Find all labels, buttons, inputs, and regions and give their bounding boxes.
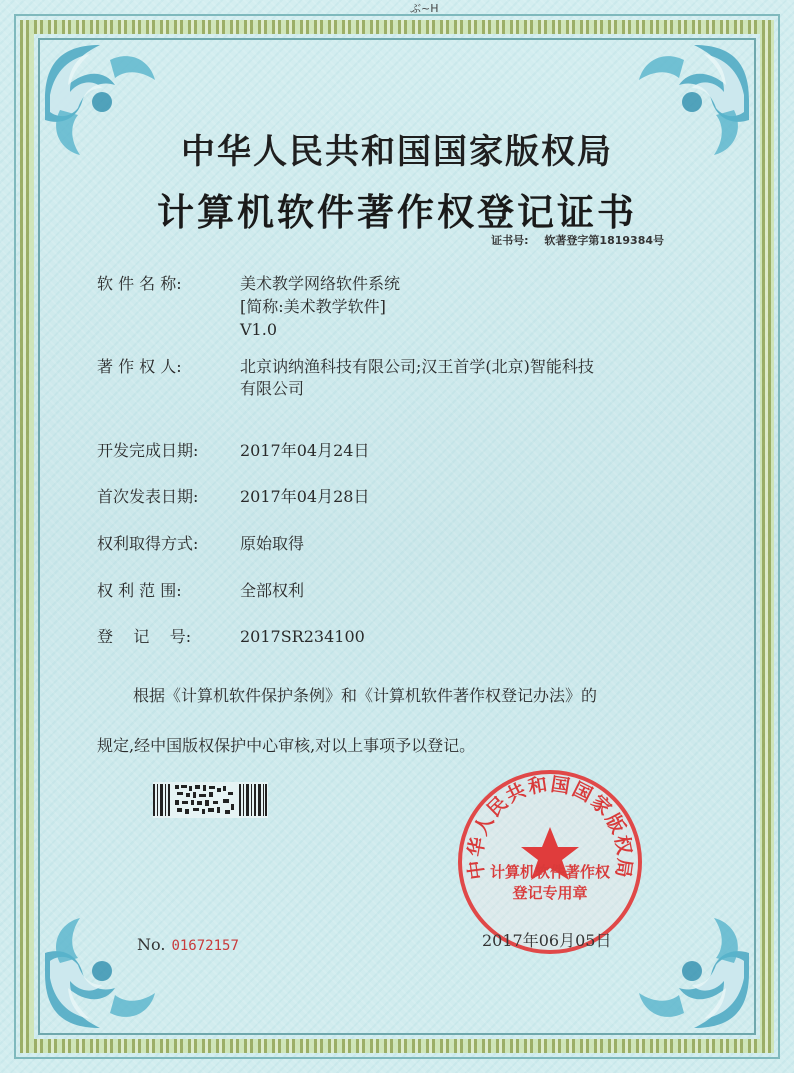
legal-paragraph-line-1: 根据《计算机软件保护条例》和《计算机软件著作权登记办法》的: [133, 686, 598, 705]
certificate-number-value: 软著登字第1819384号: [544, 234, 664, 247]
field-label: 权利取得方式:: [97, 534, 199, 553]
serial-label: No.: [137, 935, 166, 954]
field-label: 著 作 权 人:: [97, 357, 182, 376]
field-value: 2017年04月28日: [240, 487, 370, 506]
issue-date: 2017年06月05日: [482, 931, 612, 950]
corner-ornament-bottom-right: [634, 913, 754, 1033]
seal-ring-text: 中华人民共和国国家版权局: [464, 773, 636, 881]
software-name-line: 美术教学网络软件系统: [240, 274, 401, 293]
field-value: [240, 273, 710, 341]
owner-line: 有限公司: [240, 379, 305, 398]
field-label: 登 记 号:: [97, 627, 192, 646]
legal-paragraph-line-2: 规定,经中国版权保护中心审核,对以上事项予以登记。: [97, 736, 476, 755]
corner-ornament-bottom-left: [40, 913, 160, 1033]
software-short-name-line: [简称:美术教学软件]: [240, 297, 386, 316]
issuing-organization: 中华人民共和国国家版权局: [181, 132, 613, 172]
seal-line-1: 计算机软件著作权: [489, 863, 610, 881]
field-value: 全部权利: [240, 581, 305, 600]
owner-line: 北京讷纳渔科技有限公司;汉王首学(北京)智能科技: [240, 357, 594, 376]
field-value: 2017SR234100: [240, 627, 365, 646]
field-label: 权 利 范 围:: [97, 581, 182, 600]
software-version-line: V1.0: [240, 320, 277, 339]
serial-value: 01672157: [171, 938, 239, 954]
field-label: 首次发表日期:: [97, 487, 199, 506]
field-value: 原始取得: [240, 534, 305, 553]
certificate-title: 计算机软件著作权登记证书: [157, 191, 637, 234]
serial-number: [137, 935, 239, 954]
field-value: [240, 356, 710, 400]
field-value: 2017年04月24日: [240, 441, 370, 460]
seal-line-2: 登记专用章: [512, 884, 588, 902]
certificate-number-label: 证书号:: [491, 234, 529, 247]
handwritten-mark: ぶ~H: [410, 2, 439, 15]
certificate-number: [491, 232, 664, 248]
field-label: 软 件 名 称:: [97, 274, 182, 293]
field-label: 开发完成日期:: [97, 441, 199, 460]
barcode: [153, 782, 268, 818]
